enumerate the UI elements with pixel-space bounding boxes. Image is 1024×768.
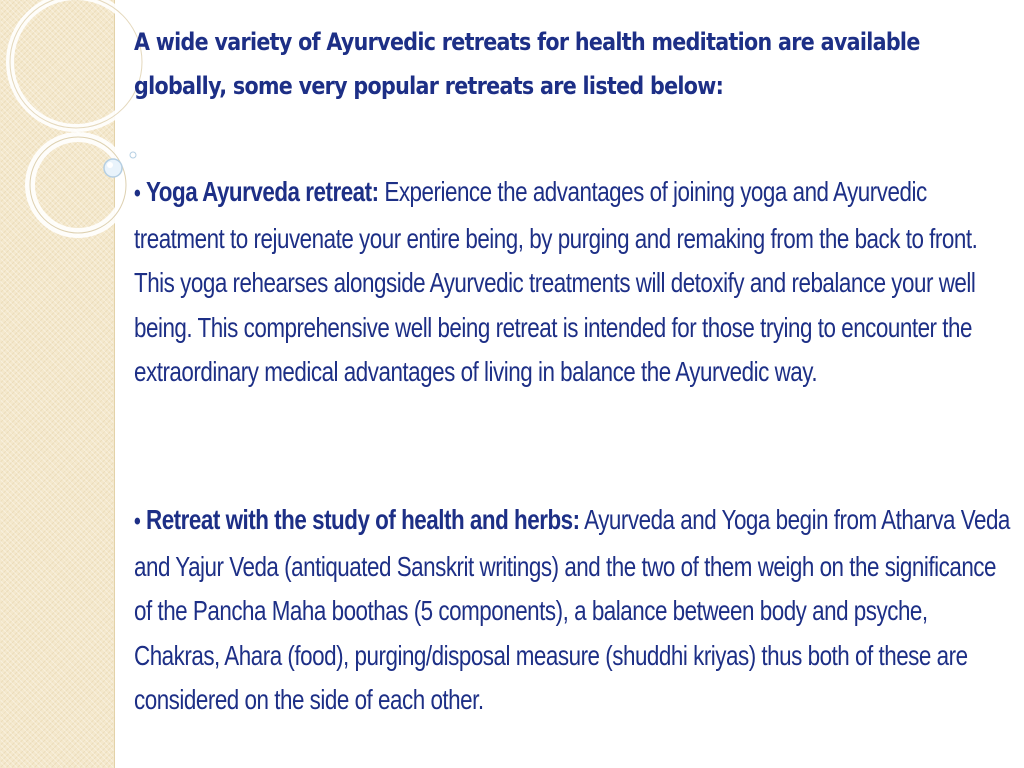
bullet-text: Experience the advantages of joining yoga and Ayurvedic treatment to rejuvenate your entire being, by purging and remaking from the back to front. This yoga rehearses alongside Ayurvedic treatments will detoxify and rebalance your well being. This comprehensive well being retreat is intended for those trying to encounter the extraordinary medical advantages of living in balance the Ayurvedic way. bbox=[134, 176, 978, 387]
slide-content bbox=[134, 20, 1014, 715]
intro-heading: A wide variety of Ayurvedic retreats for health meditation are available globally, some very popular retreats are listed below: bbox=[134, 28, 920, 100]
bullet-marker: • bbox=[134, 180, 141, 207]
bullet-label: Yoga Ayurveda retreat: bbox=[146, 176, 379, 207]
bullet-marker: • bbox=[134, 508, 141, 535]
bullet-label: Retreat with the study of health and herbs: bbox=[146, 504, 580, 535]
bullet-item-health-and-herbs-retreat bbox=[134, 498, 1010, 723]
bullet-text: Ayurveda and Yoga begin from Atharva Veda and Yajur Veda (antiquated Sanskrit writings) and the two of them weigh on the significance of the Pancha Maha boothas (5 components), a balance between body and psyche, Chakras, Ahara (food), purging/disposal measure (shuddhi kriyas) thus both of these are considered on the side of each other. bbox=[134, 504, 1010, 715]
bullet-item-yoga-ayurveda-retreat bbox=[134, 170, 1010, 395]
